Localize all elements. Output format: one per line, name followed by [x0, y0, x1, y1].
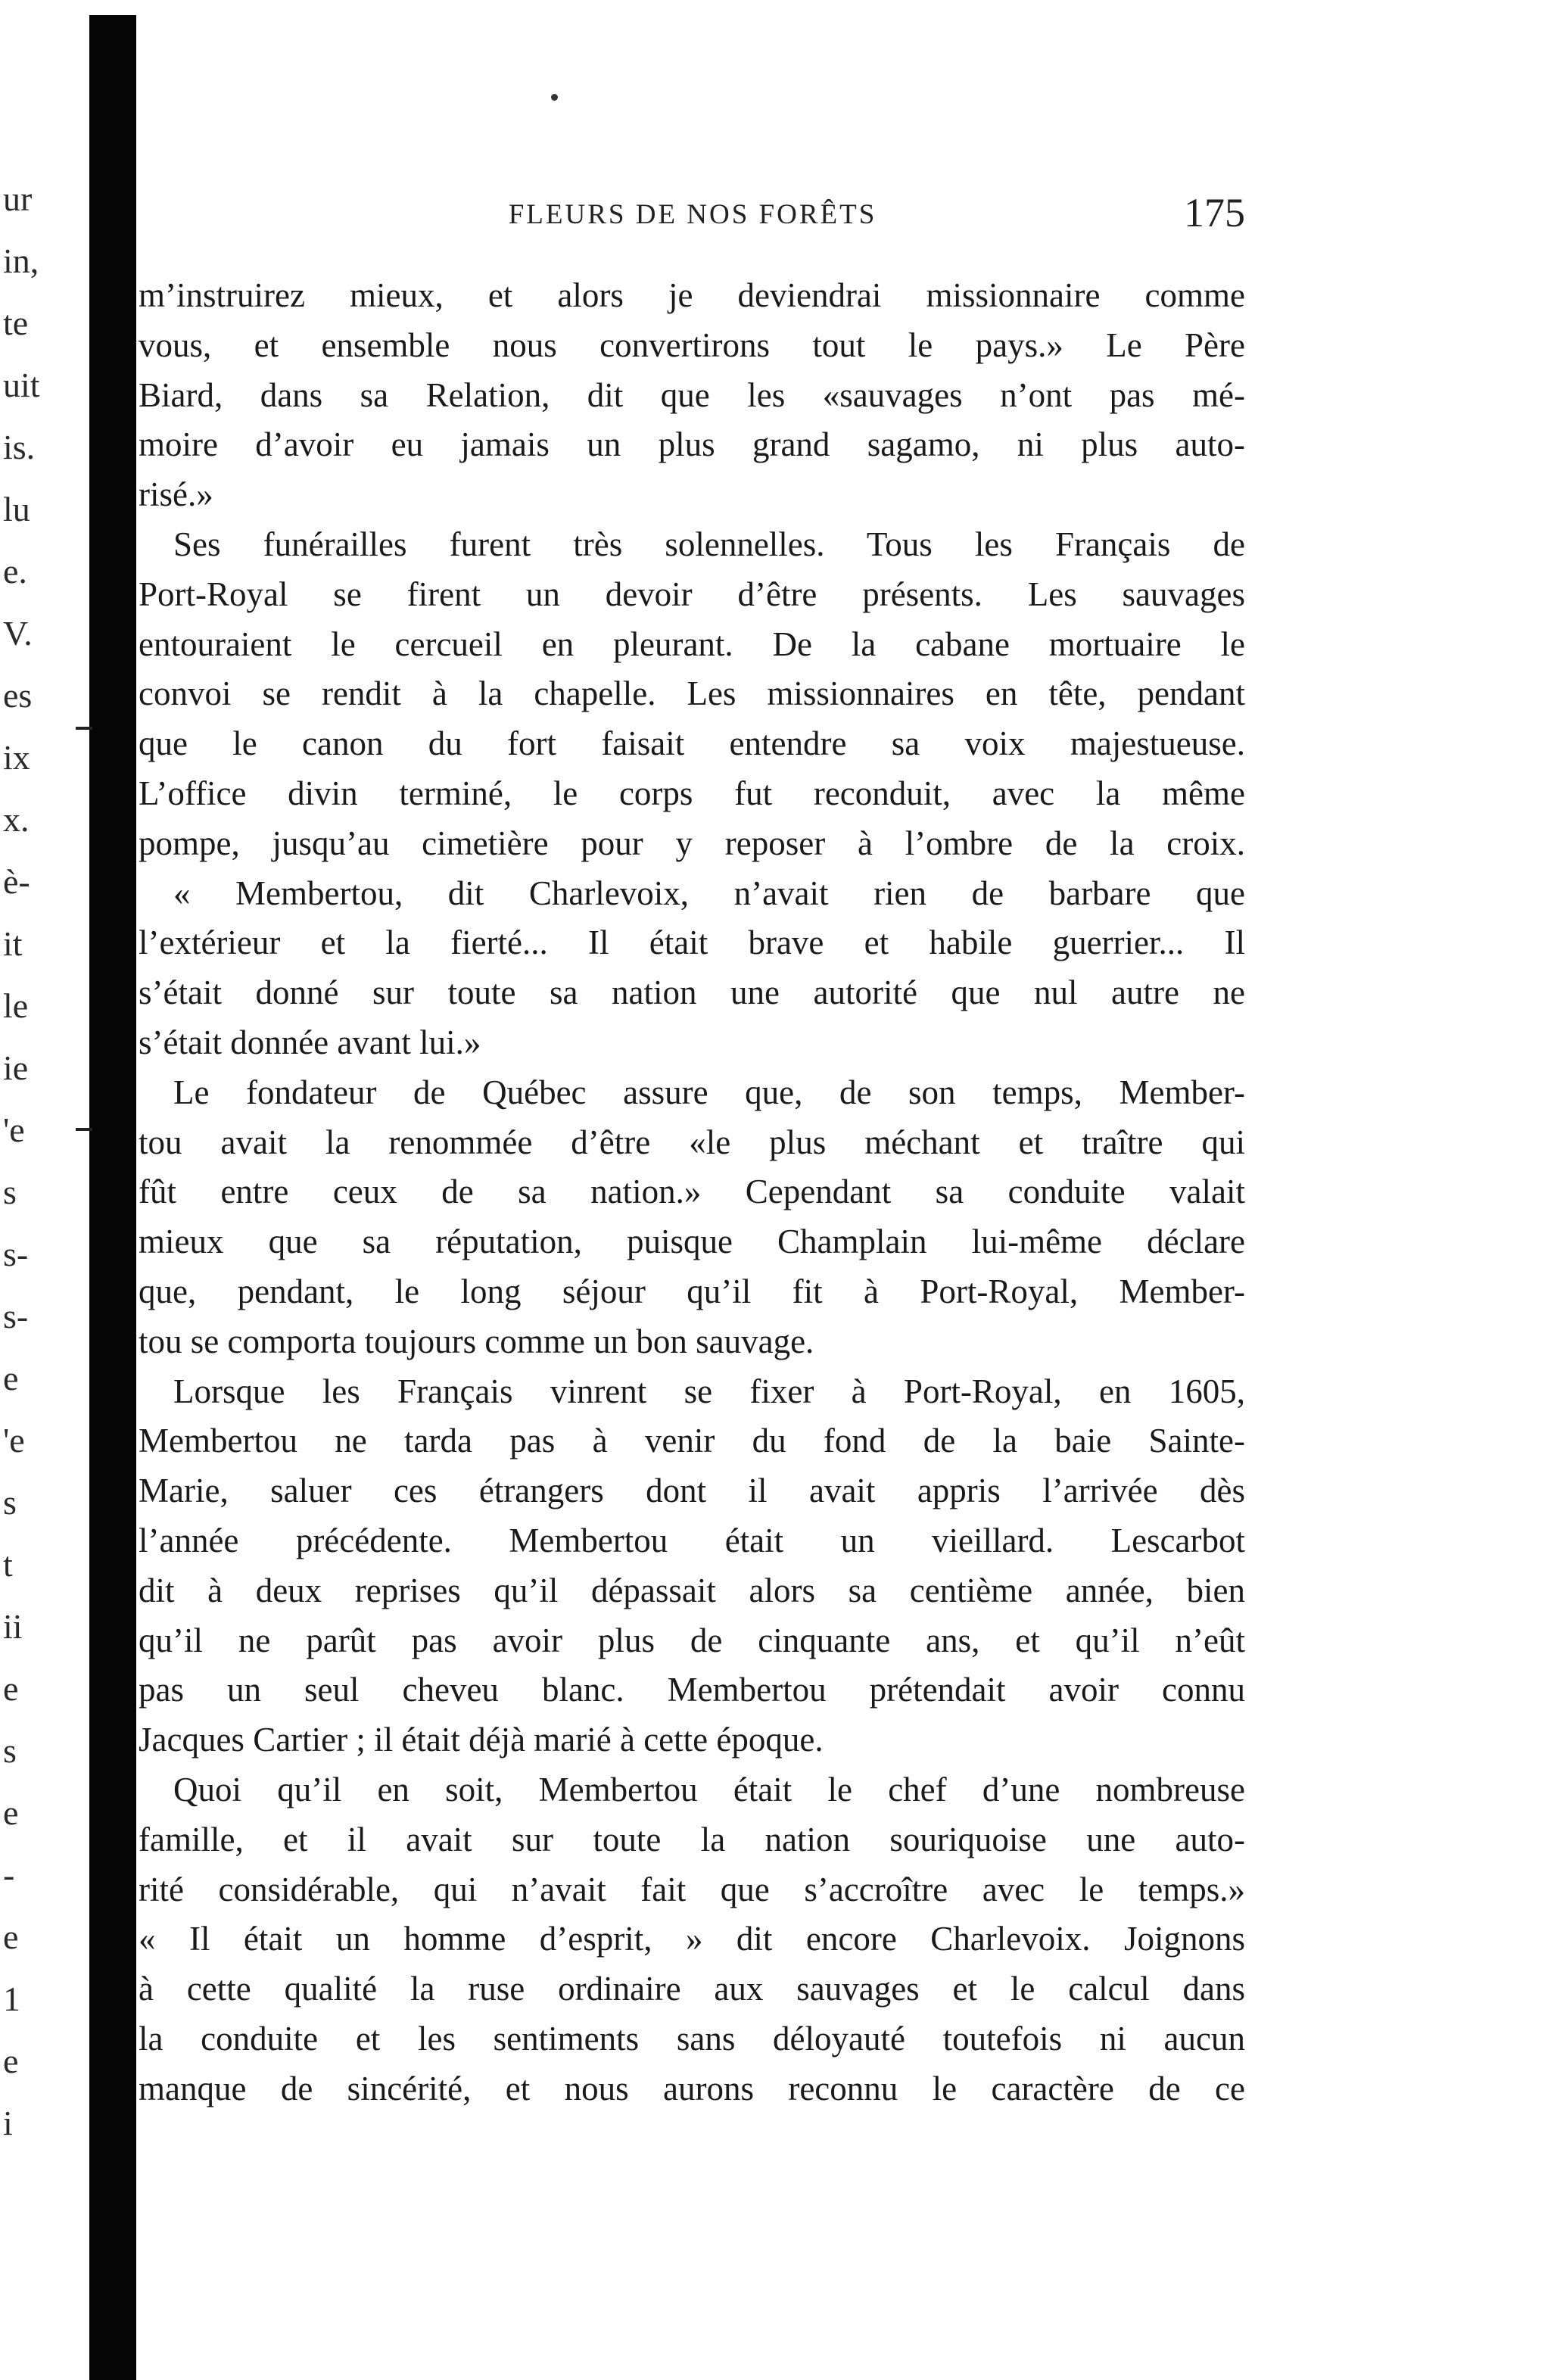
- running-header: [140, 189, 1245, 242]
- text-line: tou avait la renommée d’être «le plus méchant et traître qui: [139, 1123, 1245, 1161]
- text-line: tou se comporta toujours comme un bon sauvage.: [139, 1322, 814, 1360]
- text-line: Le fondateur de Québec assure que, de son temps, Member-: [173, 1073, 1245, 1111]
- text-line: L’office divin terminé, le corps fut reconduit, avec la même: [139, 774, 1245, 812]
- text-line: Jacques Cartier ; il était déjà marié à cette époque.: [139, 1721, 824, 1759]
- margin-fragment: e: [3, 1359, 19, 1397]
- text-line: l’extérieur et la fierté... Il était brave et habile guerrier... Il: [139, 924, 1245, 962]
- text-line: la conduite et les sentiments sans déloyauté toutefois ni aucun: [139, 2019, 1245, 2058]
- text-line: Marie, saluer ces étrangers dont il avait appris l’arrivée dès: [139, 1472, 1245, 1510]
- running-title: FLEURS DE NOS FORÊTS: [508, 199, 877, 230]
- body-text: [139, 271, 1245, 2114]
- margin-fragment: e.: [3, 552, 27, 590]
- text-line: manque de sincérité, et nous aurons reconnu le caractère de ce: [139, 2069, 1245, 2107]
- text-line: que, pendant, le long séjour qu’il fit à Port-Royal, Member-: [139, 1272, 1245, 1310]
- text-line: fût entre ceux de sa nation.» Cependant sa conduite valait: [139, 1173, 1245, 1211]
- gutter-notch: [76, 727, 92, 730]
- margin-fragment: e: [3, 1793, 19, 1832]
- text-line: rité considérable, qui n’avait fait que s’accroître avec le temps.»: [139, 1870, 1245, 1908]
- margin-fragment: è-: [3, 862, 30, 901]
- text-line: dit à deux reprises qu’il dépassait alors sa centième année, bien: [139, 1571, 1245, 1609]
- text-line: Biard, dans sa Relation, dit que les «sauvages n’ont pas mé-: [139, 375, 1245, 414]
- margin-fragment: s: [3, 1731, 17, 1770]
- text-line: l’année précédente. Membertou était un vieillard. Lescarbot: [139, 1521, 1245, 1559]
- facing-page-margin-fragments: [0, 179, 61, 2377]
- text-line: que le canon du fort faisait entendre sa voix majestueuse.: [139, 724, 1245, 763]
- text-line: mieux que sa réputation, puisque Champlain lui-même déclare: [139, 1223, 1245, 1261]
- gutter-notch: [76, 1128, 92, 1131]
- margin-fragment: ix: [3, 738, 30, 777]
- margin-fragment: 'e: [3, 1111, 25, 1149]
- margin-fragment: -: [3, 1855, 15, 1894]
- margin-fragment: in,: [3, 241, 39, 280]
- margin-fragment: V.: [3, 614, 33, 653]
- margin-fragment: e: [3, 1669, 19, 1708]
- text-line: convoi se rendit à la chapelle. Les missionnaires en tête, pendant: [139, 674, 1245, 713]
- text-line: famille, et il avait sur toute la nation souriquoise une auto-: [139, 1820, 1245, 1858]
- margin-fragment: ii: [3, 1607, 23, 1646]
- margin-fragment: is.: [3, 428, 36, 466]
- page-number: 175: [1184, 190, 1245, 235]
- margin-fragment: s-: [3, 1235, 29, 1273]
- margin-fragment: ur: [3, 179, 33, 218]
- text-line: s’était donnée avant lui.»: [139, 1023, 481, 1061]
- text-line: m’instruirez mieux, et alors je deviendrai missionnaire comme: [139, 276, 1245, 314]
- margin-fragment: e: [3, 2042, 19, 2080]
- text-line: risé.»: [139, 475, 213, 514]
- text-line: qu’il ne parût pas avoir plus de cinquante ans, et qu’il n’eût: [139, 1621, 1245, 1659]
- margin-fragment: i: [3, 2104, 13, 2142]
- margin-fragment: ie: [3, 1048, 29, 1087]
- margin-fragment: 1: [3, 1980, 20, 2018]
- text-line: Lorsque les Français vinrent se fixer à Port-Royal, en 1605,: [173, 1372, 1245, 1410]
- margin-fragment: 'e: [3, 1421, 25, 1459]
- margin-fragment: it: [3, 924, 23, 963]
- margin-fragment: le: [3, 986, 29, 1025]
- stray-ink-dot: [551, 94, 558, 101]
- text-line: pas un seul cheveu blanc. Membertou prétendait avoir connu: [139, 1671, 1245, 1709]
- text-line: s’était donné sur toute sa nation une autorité que nul autre ne: [139, 973, 1245, 1012]
- text-line: à cette qualité la ruse ordinaire aux sauvages et le calcul dans: [139, 1970, 1245, 2008]
- margin-fragment: e: [3, 1917, 19, 1956]
- margin-fragment: x.: [3, 800, 30, 839]
- margin-fragment: s: [3, 1483, 17, 1522]
- margin-fragment: lu: [3, 490, 30, 528]
- text-line: « Il était un homme d’esprit, » dit encore Charlevoix. Joignons: [139, 1920, 1245, 1958]
- text-line: vous, et ensemble nous convertirons tout le pays.» Le Père: [139, 326, 1245, 364]
- text-line: moire d’avoir eu jamais un plus grand sagamo, ni plus auto-: [139, 425, 1245, 464]
- text-line: « Membertou, dit Charlevoix, n’avait rien de barbare que: [173, 874, 1245, 912]
- binding-gutter: [89, 15, 136, 2380]
- text-line: Port-Royal se firent un devoir d’être présents. Les sauvages: [139, 575, 1245, 613]
- text-line: pompe, jusqu’au cimetière pour y reposer à l’ombre de la croix.: [139, 824, 1245, 862]
- text-line: Ses funérailles furent très solennelles. Tous les Français de: [173, 525, 1245, 563]
- margin-fragment: s: [3, 1173, 17, 1211]
- margin-fragment: te: [3, 304, 29, 342]
- margin-fragment: t: [3, 1545, 13, 1584]
- margin-fragment: s-: [3, 1297, 29, 1335]
- text-line: Quoi qu’il en soit, Membertou était le chef d’une nombreuse: [173, 1770, 1245, 1808]
- margin-fragment: uit: [3, 366, 40, 404]
- text-line: entouraient le cercueil en pleurant. De la cabane mortuaire le: [139, 625, 1245, 663]
- margin-fragment: es: [3, 676, 33, 715]
- text-line: Membertou ne tarda pas à venir du fond de la baie Sainte-: [139, 1422, 1245, 1460]
